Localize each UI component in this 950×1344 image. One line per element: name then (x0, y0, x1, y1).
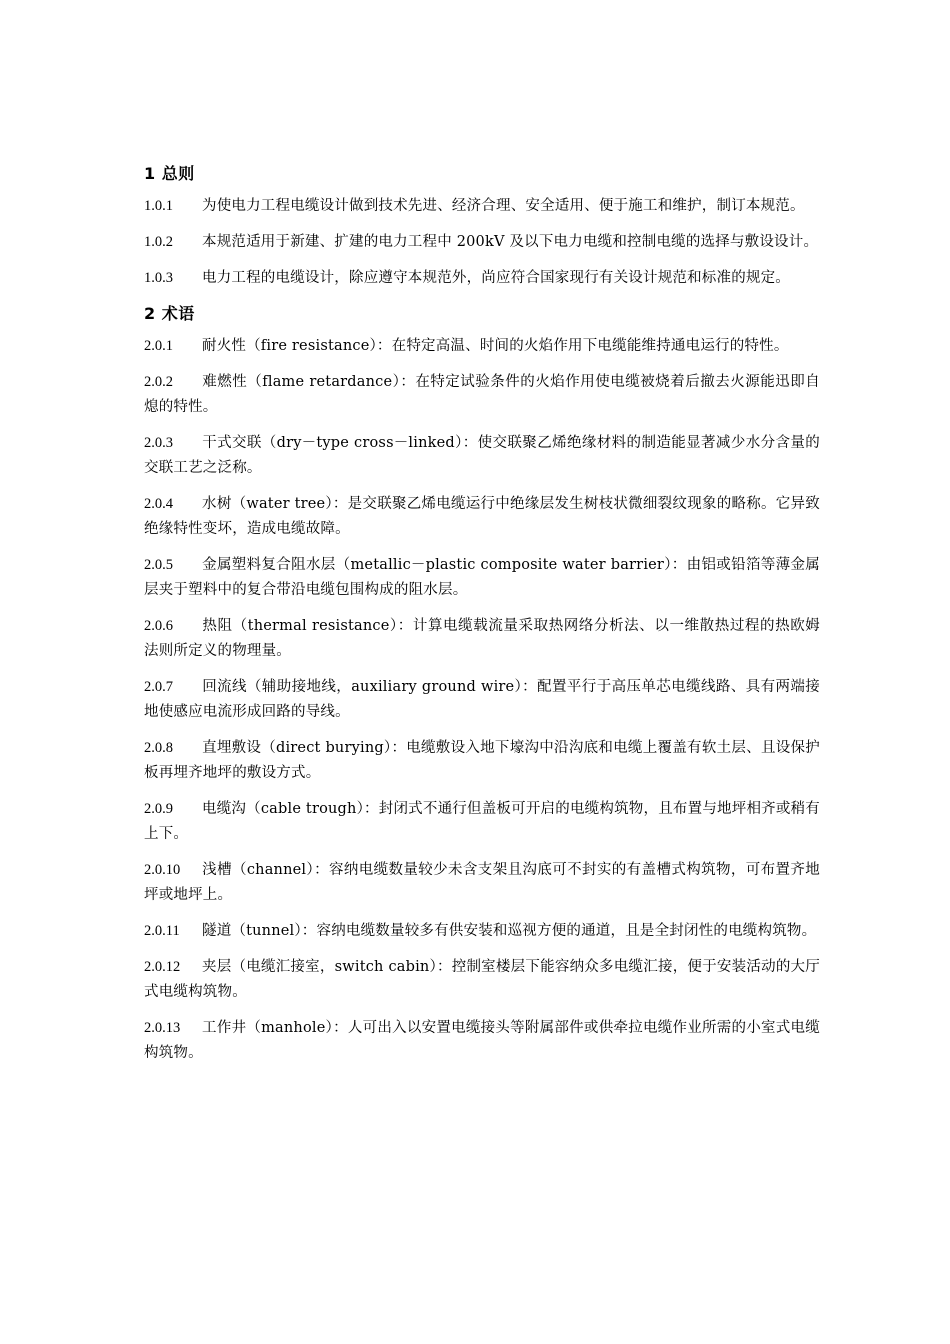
clause-text: 干式交联（dry－type cross－linked）：使交联聚乙烯绝缘材料的制造能显著减少水分含量的交联工艺之泛称。 (144, 435, 820, 476)
document-page (144, 158, 820, 1077)
clause-2-0-4 (144, 492, 820, 542)
clause-number: 2.0.11 (144, 923, 180, 939)
section-heading-general: 1 总则 (144, 164, 195, 183)
clause-text: 隧道（tunnel）：容纳电缆数量较多有供安装和巡视方便的通道，且是全封闭性的电缆构筑物。 (202, 923, 817, 939)
clause-number: 2.0.3 (144, 435, 173, 451)
clause-text: 难燃性（flame retardance）：在特定试验条件的火焰作用使电缆被烧着后撤去火源能迅即自熄的特性。 (144, 374, 820, 415)
clause-text: 电缆沟（cable trough）：封闭式不通行但盖板可开启的电缆构筑物，且布置与地坪相齐或稍有上下。 (144, 801, 820, 842)
clause-2-0-6 (144, 614, 820, 664)
clause-2-0-12 (144, 955, 820, 1005)
clause-number: 2.0.9 (144, 801, 173, 817)
clause-text: 热阻（thermal resistance）：计算电缆载流量采取热网络分析法、以一维散热过程的热欧姆法则所定义的物理量。 (144, 618, 820, 659)
clause-text: 浅槽（channel）：容纳电缆数量较少未含支架且沟底可不封实的有盖槽式构筑物，可布置齐地坪或地坪上。 (144, 862, 820, 903)
clause-text: 耐火性（fire resistance）：在特定高温、时间的火焰作用下电缆能维持通电运行的特性。 (202, 338, 789, 354)
clause-2-0-9 (144, 797, 820, 847)
clause-number: 2.0.10 (144, 862, 181, 878)
clause-number: 2.0.8 (144, 740, 173, 756)
clause-2-0-7 (144, 675, 820, 725)
clause-text: 回流线（辅助接地线，auxiliary ground wire）：配置平行于高压单芯电缆线路、具有两端接地使感应电流形成回路的导线。 (144, 679, 820, 720)
clause-number: 1.0.2 (144, 234, 173, 250)
clause-number: 2.0.12 (144, 959, 181, 975)
section-heading-terms: 2 术语 (144, 304, 195, 323)
clause-number: 1.0.3 (144, 270, 173, 286)
clause-text: 金属塑料复合阻水层（metallic－plastic composite water barrier）：由铝或铅箔等薄金属层夹于塑料中的复合带沿电缆包围构成的阻水层。 (144, 557, 820, 598)
clause-1-0-2 (144, 230, 820, 255)
clause-text: 夹层（电缆汇接室，switch cabin）：控制室楼层下能容纳众多电缆汇接，便于安装活动的大厅式电缆构筑物。 (144, 959, 820, 1000)
clause-2-0-2 (144, 370, 820, 420)
clause-2-0-3 (144, 431, 820, 481)
clause-number: 2.0.4 (144, 496, 173, 512)
clause-2-0-13 (144, 1016, 820, 1066)
clause-text: 直埋敷设（direct burying）：电缆敷设入地下壕沟中沿沟底和电缆上覆盖有软土层、且设保护板再埋齐地坪的敷设方式。 (144, 740, 820, 781)
clause-text: 为使电力工程电缆设计做到技术先进、经济合理、安全适用、便于施工和维护，制订本规范。 (202, 198, 805, 214)
clause-number: 2.0.5 (144, 557, 173, 573)
clause-number: 2.0.1 (144, 338, 173, 354)
clause-number: 1.0.1 (144, 198, 173, 214)
clause-text: 电力工程的电缆设计，除应遵守本规范外，尚应符合国家现行有关设计规范和标准的规定。 (202, 270, 790, 286)
clause-2-0-1 (144, 334, 820, 359)
clause-2-0-10 (144, 858, 820, 908)
clause-text: 工作井（manhole）：人可出入以安置电缆接头等附属部件或供牵拉电缆作业所需的小室式电缆构筑物。 (144, 1020, 820, 1061)
clause-number: 2.0.13 (144, 1020, 181, 1036)
clause-text: 水树（water tree）：是交联聚乙烯电缆运行中绝缘层发生树枝状微细裂纹现象的略称。它异致绝缘特性变坏，造成电缆故障。 (144, 496, 820, 537)
clause-number: 2.0.2 (144, 374, 173, 390)
clause-1-0-3 (144, 266, 820, 291)
clause-2-0-5 (144, 553, 820, 603)
clause-1-0-1 (144, 194, 820, 219)
clause-2-0-8 (144, 736, 820, 786)
clause-text: 本规范适用于新建、扩建的电力工程中 200kV 及以下电力电缆和控制电缆的选择与敷设设计。 (202, 234, 819, 250)
clause-number: 2.0.7 (144, 679, 173, 695)
clause-number: 2.0.6 (144, 618, 173, 634)
clause-2-0-11 (144, 919, 820, 944)
